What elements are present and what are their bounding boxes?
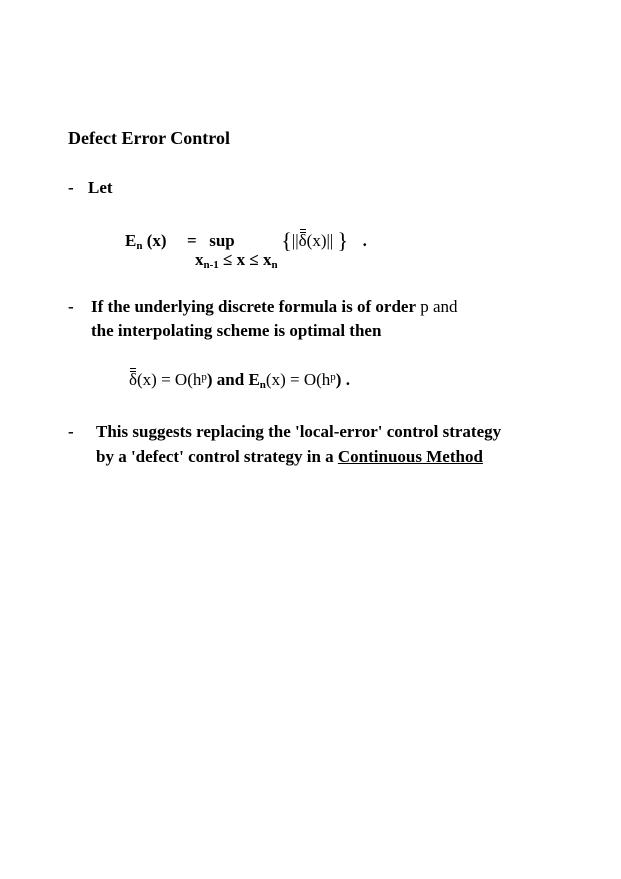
continuous-method-link: Continuous Method: [337, 447, 483, 466]
eq2-part2: ) and E: [206, 370, 260, 389]
bullet-marker: -: [68, 297, 74, 316]
eq1-norm-close: ||: [326, 231, 334, 250]
eq1-range-sub1: n-1: [203, 259, 219, 271]
eq2-sup1: p: [201, 371, 207, 383]
item-defect-line2-start: by a 'defect' control strategy in a: [96, 447, 338, 466]
item-order-line1-start: If the underlying discrete formula is of order: [91, 297, 417, 316]
eq1-equals: =: [187, 231, 197, 250]
item-order-line1-end: p and: [416, 297, 458, 316]
equation-order-result: [129, 370, 350, 390]
eq1-lhs-arg: (x): [142, 231, 167, 250]
equation-error-definition: [125, 226, 367, 252]
item-order-line1: [91, 297, 458, 317]
item-defect-line1: This suggests replacing the 'local-error' control strategy: [96, 422, 502, 441]
eq2-part3: (x) = O(h: [265, 370, 331, 389]
eq2-sup2: p: [330, 371, 336, 383]
item-let: Let: [88, 178, 113, 197]
eq1-norm-open: ||: [291, 231, 299, 250]
eq1-range-x1: x: [195, 250, 204, 269]
eq1-range-mid: ≤ x ≤ x: [218, 250, 272, 269]
eq2-part4: ) .: [335, 370, 350, 389]
slide-title: Defect Error Control: [68, 128, 230, 148]
eq1-delta: δ: [298, 231, 307, 250]
bullet-marker: -: [68, 422, 74, 441]
item-order-line2: the interpolating scheme is optimal then: [91, 321, 382, 340]
eq2-delta: δ: [129, 370, 138, 389]
item-defect-line2: [96, 447, 483, 467]
eq2-sub1: n: [259, 379, 266, 391]
eq1-period: .: [362, 231, 367, 250]
eq1-lhs-sub: n: [136, 240, 143, 252]
eq1-range-sub2: n: [271, 259, 278, 271]
eq2-part1: (x) = O(h: [137, 370, 202, 389]
eq1-brace-close: }: [337, 228, 349, 253]
eq1-brace-open: {: [281, 228, 292, 253]
eq1-lhs: E: [125, 231, 137, 250]
equation-range: [195, 250, 278, 270]
eq1-delta-arg: (x): [306, 231, 327, 250]
bullet-marker: -: [68, 178, 74, 197]
eq1-sup-operator: sup: [209, 231, 235, 250]
